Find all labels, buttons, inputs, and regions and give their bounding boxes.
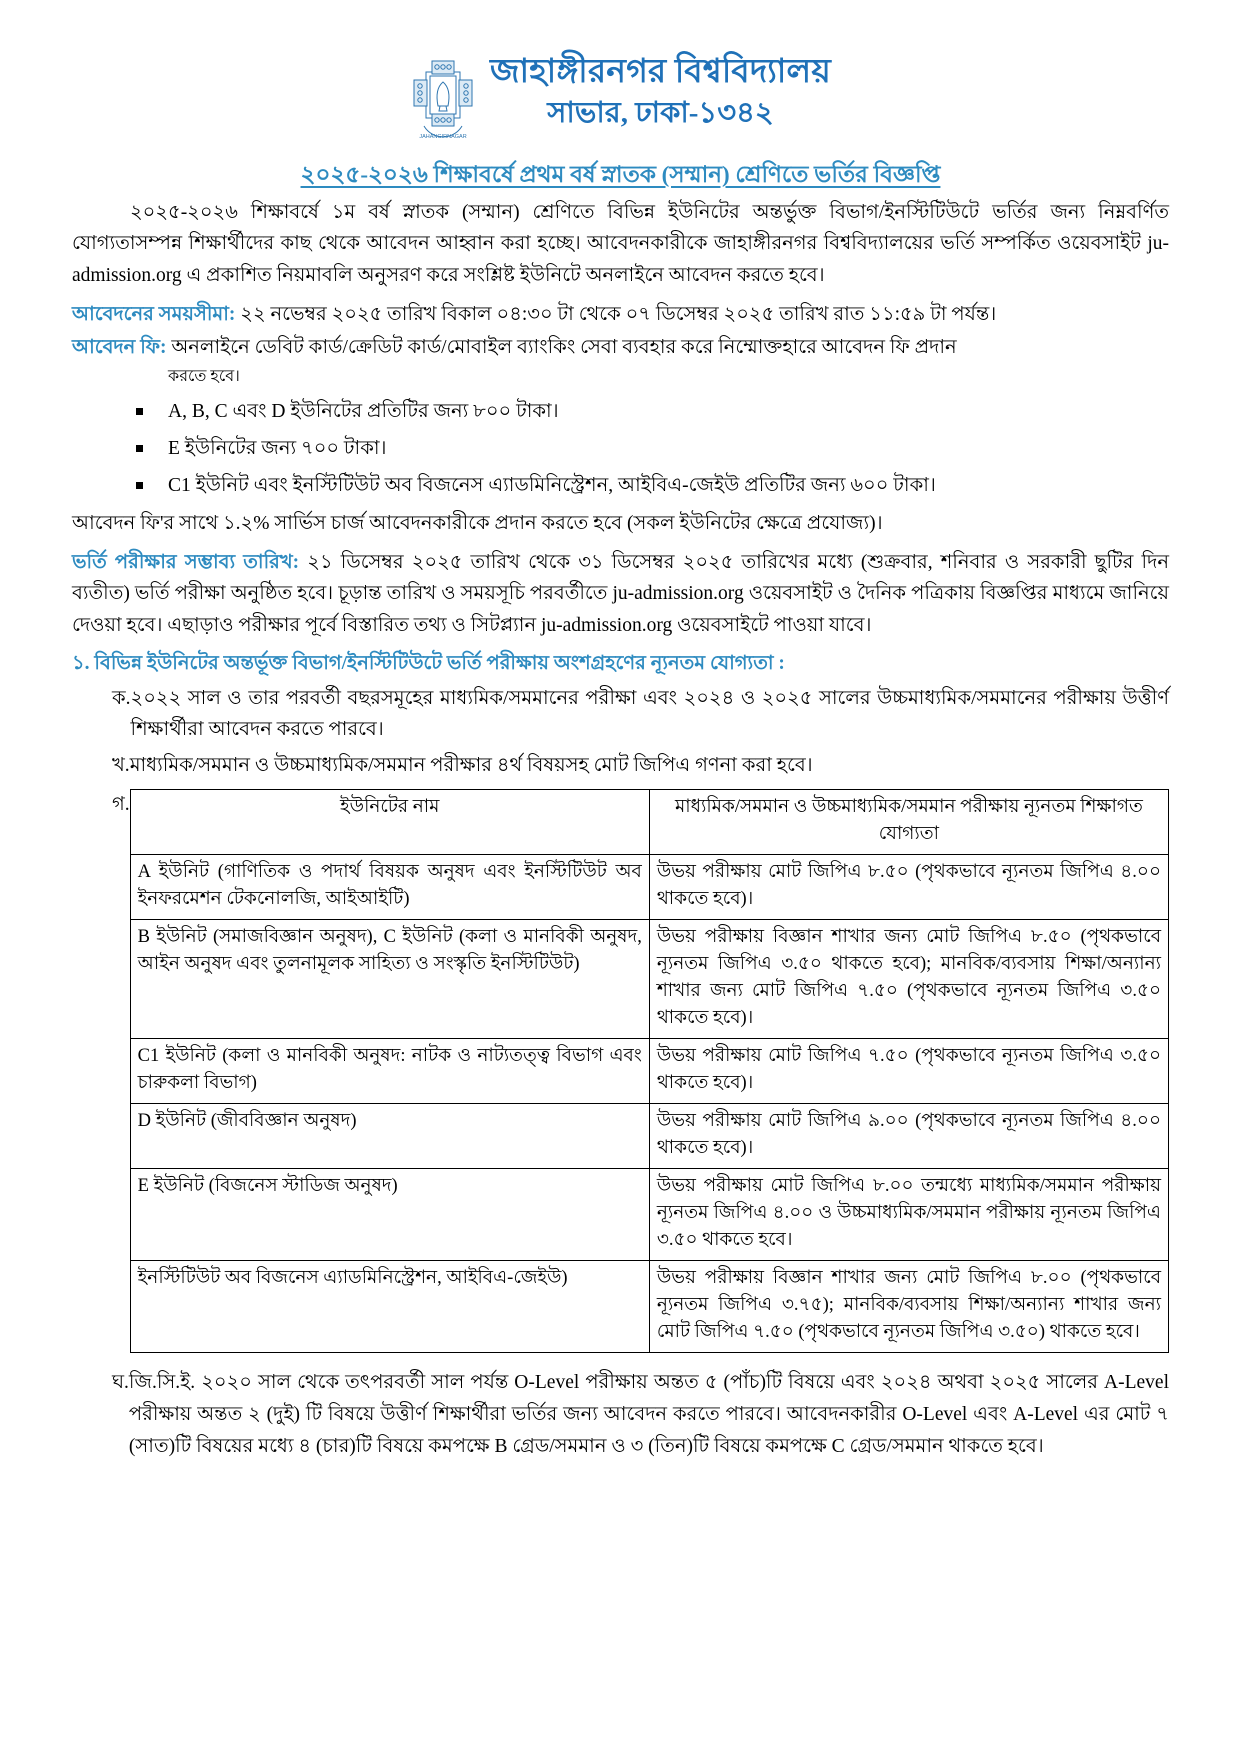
table-row <box>130 920 1168 1039</box>
application-deadline-label: আবেদনের সময়সীমা: <box>72 303 236 325</box>
intro-paragraph: ২০২৫-২০২৬ শিক্ষাবর্ষে ১ম বর্ষ স্নাতক (সম্মান) শ্রেণিতে বিভিন্ন ইউনিটের অন্তর্ভুক্ত বিভাগ/ইনস্টিটিউটে ভর্তির জন্য নিম্নবর্ণিত যোগ্যতাসম্পন্ন শিক্ষার্থীদের কাছ থেকে আবেদন আহ্বান করা হচ্ছে। আবেদনকারীকে জাহাঙ্গীরনগর বিশ্ববিদ্যালয়ের ভর্তি সম্পর্কিত ওয়েবসাইট ju-admission.org এ প্রকাশিত নিয়মাবলি অনুসরণ করে সংশ্লিষ্ট ইউনিটে অনলাইনে আবেদন করতে হবে। <box>72 201 1169 287</box>
list-item: E ইউনিটের জন্য ৭০০ টাকা। <box>126 433 1169 464</box>
item-text: জি.সি.ই. ২০২০ সাল থেকে তৎপরবর্তী সাল পর্যন্ত O-Level পরীক্ষায় অন্তত ৫ (পাঁচ)টি বিষয়ে এবং ২০২৪ অথবা ২০২৫ সালের A-Level পরীক্ষায় অন্তত ২ (দুই) টি বিষয়ে উত্তীর্ণ শিক্ষার্থীরা ভর্তির জন্য আবেদন করতে পারবে। আবেদনকারীর O-Level এবং A-Level এর মোট ৭ (সাত)টি বিষয়ের মধ্যে ৪ (চার)টি বিষয়ে কমপক্ষে B গ্রেড/সমমান ও ৩ (তিন)টি বিষয়ে কমপক্ষে C গ্রেড/সমমান থাকতে হবে। <box>128 1372 1169 1457</box>
item-text: ২০২২ সাল ও তার পরবর্তী বছরসমূহের মাধ্যমিক/সমমানের পরীক্ষা এবং ২০২৪ ও ২০২৫ সালের উচ্চমাধ্যমিক/সমমানের পরীক্ষায় উত্তীর্ণ শিক্ষার্থীরা আবেদন করতে পারবে। <box>130 687 1169 741</box>
table-row <box>130 1104 1168 1169</box>
cell-requirement: উভয় পরীক্ষায় মোট জিপিএ ৭.৫০ (পৃথকভাবে ন্যূনতম জিপিএ ৩.৫০ থাকতে হবে)। <box>649 1039 1168 1104</box>
cell-requirement: উভয় পরীক্ষায় মোট জিপিএ ৮.০০ তন্মধ্যে মাধ্যমিক/সমমান পরীক্ষায় ন্যূনতম জিপিএ ৪.০০ ও উচ্চমাধ্যমিক/সমমান পরীক্ষায় ন্যূনতম জিপিএ ৩.৫০ থাকতে হবে। <box>649 1169 1168 1261</box>
svg-text:JAHANGIRNAGAR: JAHANGIRNAGAR <box>419 134 467 140</box>
table-row <box>130 1261 1168 1353</box>
column-header-minimum-qualification: মাধ্যমিক/সমমান ও উচ্চমাধ্যমিক/সমমান পরীক্ষায় ন্যূনতম শিক্ষাগত যোগ্যতা <box>649 790 1168 855</box>
section-1-heading: ১. বিভিন্ন ইউনিটের অন্তর্ভূক্ত বিভাগ/ইনস্টিটিউটে ভর্তি পরীক্ষায় অংশগ্রহণের ন্যূনতম যোগ্যতা : <box>72 652 785 674</box>
cell-unit-name: B ইউনিট (সমাজবিজ্ঞান অনুষদ), C ইউনিট (কলা ও মানবিকী অনুষদ, আইন অনুষদ এবং তুলনামূলক সাহিত্য ও সংস্কৃতি ইনস্টিটিউট) <box>130 920 649 1039</box>
list-item: C1 ইউনিট এবং ইনস্টিটিউট অব বিজনেস এ্যাডমিনিস্ট্রেশন, আইবিএ-জেইউ প্রতিটির জন্য ৬০০ টাকা। <box>126 470 1169 501</box>
section-1-item-ka <box>72 683 1169 746</box>
university-name: জাহাঙ্গীরনগর বিশ্ববিদ্যালয় <box>490 54 831 90</box>
university-seal-icon <box>410 56 476 148</box>
masthead <box>72 54 1169 148</box>
notice-title: ২০২৫-২০২৬ শিক্ষাবর্ষে প্রথম বর্ষ স্নাতক (সম্মান) শ্রেণিতে ভর্তির বিজ্ঞপ্তি <box>300 162 941 187</box>
cell-requirement: উভয় পরীক্ষায় বিজ্ঞান শাখার জন্য মোট জিপিএ ৮.৫০ (পৃথকভাবে ন্যূনতম জিপিএ ৩.৫০ থাকতে হবে); মানবিক/ব্যবসায় শিক্ষা/অন্যান্য শাখার জন্য মোট জিপিএ ৭.৫০ (পৃথকভাবে ন্যূনতম জিপিএ ৩.৫০ থাকতে হবে)। <box>649 920 1168 1039</box>
item-text: মাধ্যমিক/সমমান ও উচ্চমাধ্যমিক/সমমান পরীক্ষার ৪র্থ বিষয়সহ মোট জিপিএ গণনা করা হবে। <box>129 754 813 776</box>
table-row <box>130 1039 1168 1104</box>
section-1-item-kha <box>72 750 1169 782</box>
cell-unit-name: E ইউনিট (বিজনেস স্টাডিজ অনুষদ) <box>130 1169 649 1261</box>
section-1-item-ga <box>72 789 1169 1353</box>
application-fee-text-continued: করতে হবে। <box>168 367 240 385</box>
eligibility-table <box>130 789 1169 1353</box>
cell-requirement: উভয় পরীক্ষায় মোট জিপিএ ৮.৫০ (পৃথকভাবে ন্যূনতম জিপিএ ৪.০০ থাকতে হবে)। <box>649 855 1168 920</box>
exam-date-line <box>72 547 1169 642</box>
item-marker: ঘ. <box>112 1372 129 1394</box>
cell-unit-name: A ইউনিট (গাণিতিক ও পদার্থ বিষয়ক অনুষদ এবং ইনস্টিটিউট অব ইনফরমেশন টেকনোলজি, আইআইটি) <box>130 855 649 920</box>
table-row <box>130 855 1168 920</box>
cell-requirement: উভয় পরীক্ষায় বিজ্ঞান শাখার জন্য মোট জিপিএ ৮.০০ (পৃথকভাবে ন্যূনতম জিপিএ ৩.৭৫); মানবিক/ব্যবসায় শিক্ষা/অন্যান্য শাখার জন্য মোট জিপিএ ৭.৫০ (পৃথকভাবে ন্যূনতম জিপিএ ৩.৫০) থাকতে হবে। <box>649 1261 1168 1353</box>
cell-unit-name: D ইউনিট (জীববিজ্ঞান অনুষদ) <box>130 1104 649 1169</box>
item-marker: গ. <box>112 794 130 816</box>
cell-unit-name: ইনস্টিটিউট অব বিজনেস এ্যাডমিনিস্ট্রেশন, আইবিএ-জেইউ) <box>130 1261 649 1353</box>
table-header-row <box>130 790 1168 855</box>
cell-requirement: উভয় পরীক্ষায় মোট জিপিএ ৯.০০ (পৃথকভাবে ন্যূনতম জিপিএ ৪.০০ থাকতে হবে)। <box>649 1104 1168 1169</box>
item-marker: ক. <box>112 687 131 709</box>
exam-date-label: ভর্তি পরীক্ষার সম্ভাব্য তারিখ: <box>72 551 300 573</box>
cell-unit-name: C1 ইউনিট (কলা ও মানবিকী অনুষদ: নাটক ও নাট্যতত্ত্ব বিভাগ এবং চারুকলা বিভাগ) <box>130 1039 649 1104</box>
list-item: A, B, C এবং D ইউনিটের প্রতিটির জন্য ৮০০ টাকা। <box>126 396 1169 427</box>
table-row <box>130 1169 1168 1261</box>
university-titles <box>490 54 831 131</box>
application-fee-label: আবেদন ফি: <box>72 337 167 359</box>
section-1-item-gha <box>72 1367 1169 1462</box>
application-fee-line <box>72 332 1169 364</box>
exam-date-text: ২১ ডিসেম্বর ২০২৫ তারিখ থেকে ৩১ ডিসেম্বর ২০২৫ তারিখের মধ্যে (শুক্রবার, শনিবার ও সরকারী ছুটির দিন ব্যতীত) ভর্তি পরীক্ষা অনুষ্ঠিত হবে। চূড়ান্ত তারিখ ও সময়সূচি পরবর্তীতে ju-admission.org ওয়েবসাইট ও দৈনিক পত্রিকায় বিজ্ঞপ্তির মাধ্যমে জানিয়ে দেওয়া হবে। এছাড়াও পরীক্ষার পূর্বে বিস্তারিত তথ্য ও সিটপ্ল্যান ju-admission.org ওয়েবসাইটে পাওয়া যাবে। <box>72 551 1169 636</box>
service-charge-note: আবেদন ফি'র সাথে ১.২% সার্ভিস চার্জ আবেদনকারীকে প্রদান করতে হবে (সকল ইউনিটের ক্ষেত্রে প্রযোজ্য)। <box>72 513 883 535</box>
application-deadline-line <box>72 299 1169 331</box>
column-header-unit-name: ইউনিটের নাম <box>130 790 649 855</box>
item-marker: খ. <box>112 754 130 776</box>
university-address: সাভার, ঢাকা-১৩৪২ <box>547 96 774 129</box>
application-fee-text: অনলাইনে ডেবিট কার্ড/ক্রেডিট কার্ড/মোবাইল ব্যাংকিং সেবা ব্যবহার করে নিম্মোক্তহারে আবেদন ফি প্রদান <box>166 337 957 359</box>
application-deadline-text: ২২ নভেম্বর ২০২৫ তারিখ বিকাল ০৪:৩০ টা থেকে ০৭ ডিসেম্বর ২০২৫ তারিখ রাত ১১:৫৯ টা পর্যন্ত। <box>235 303 997 325</box>
fee-list <box>72 396 1169 502</box>
